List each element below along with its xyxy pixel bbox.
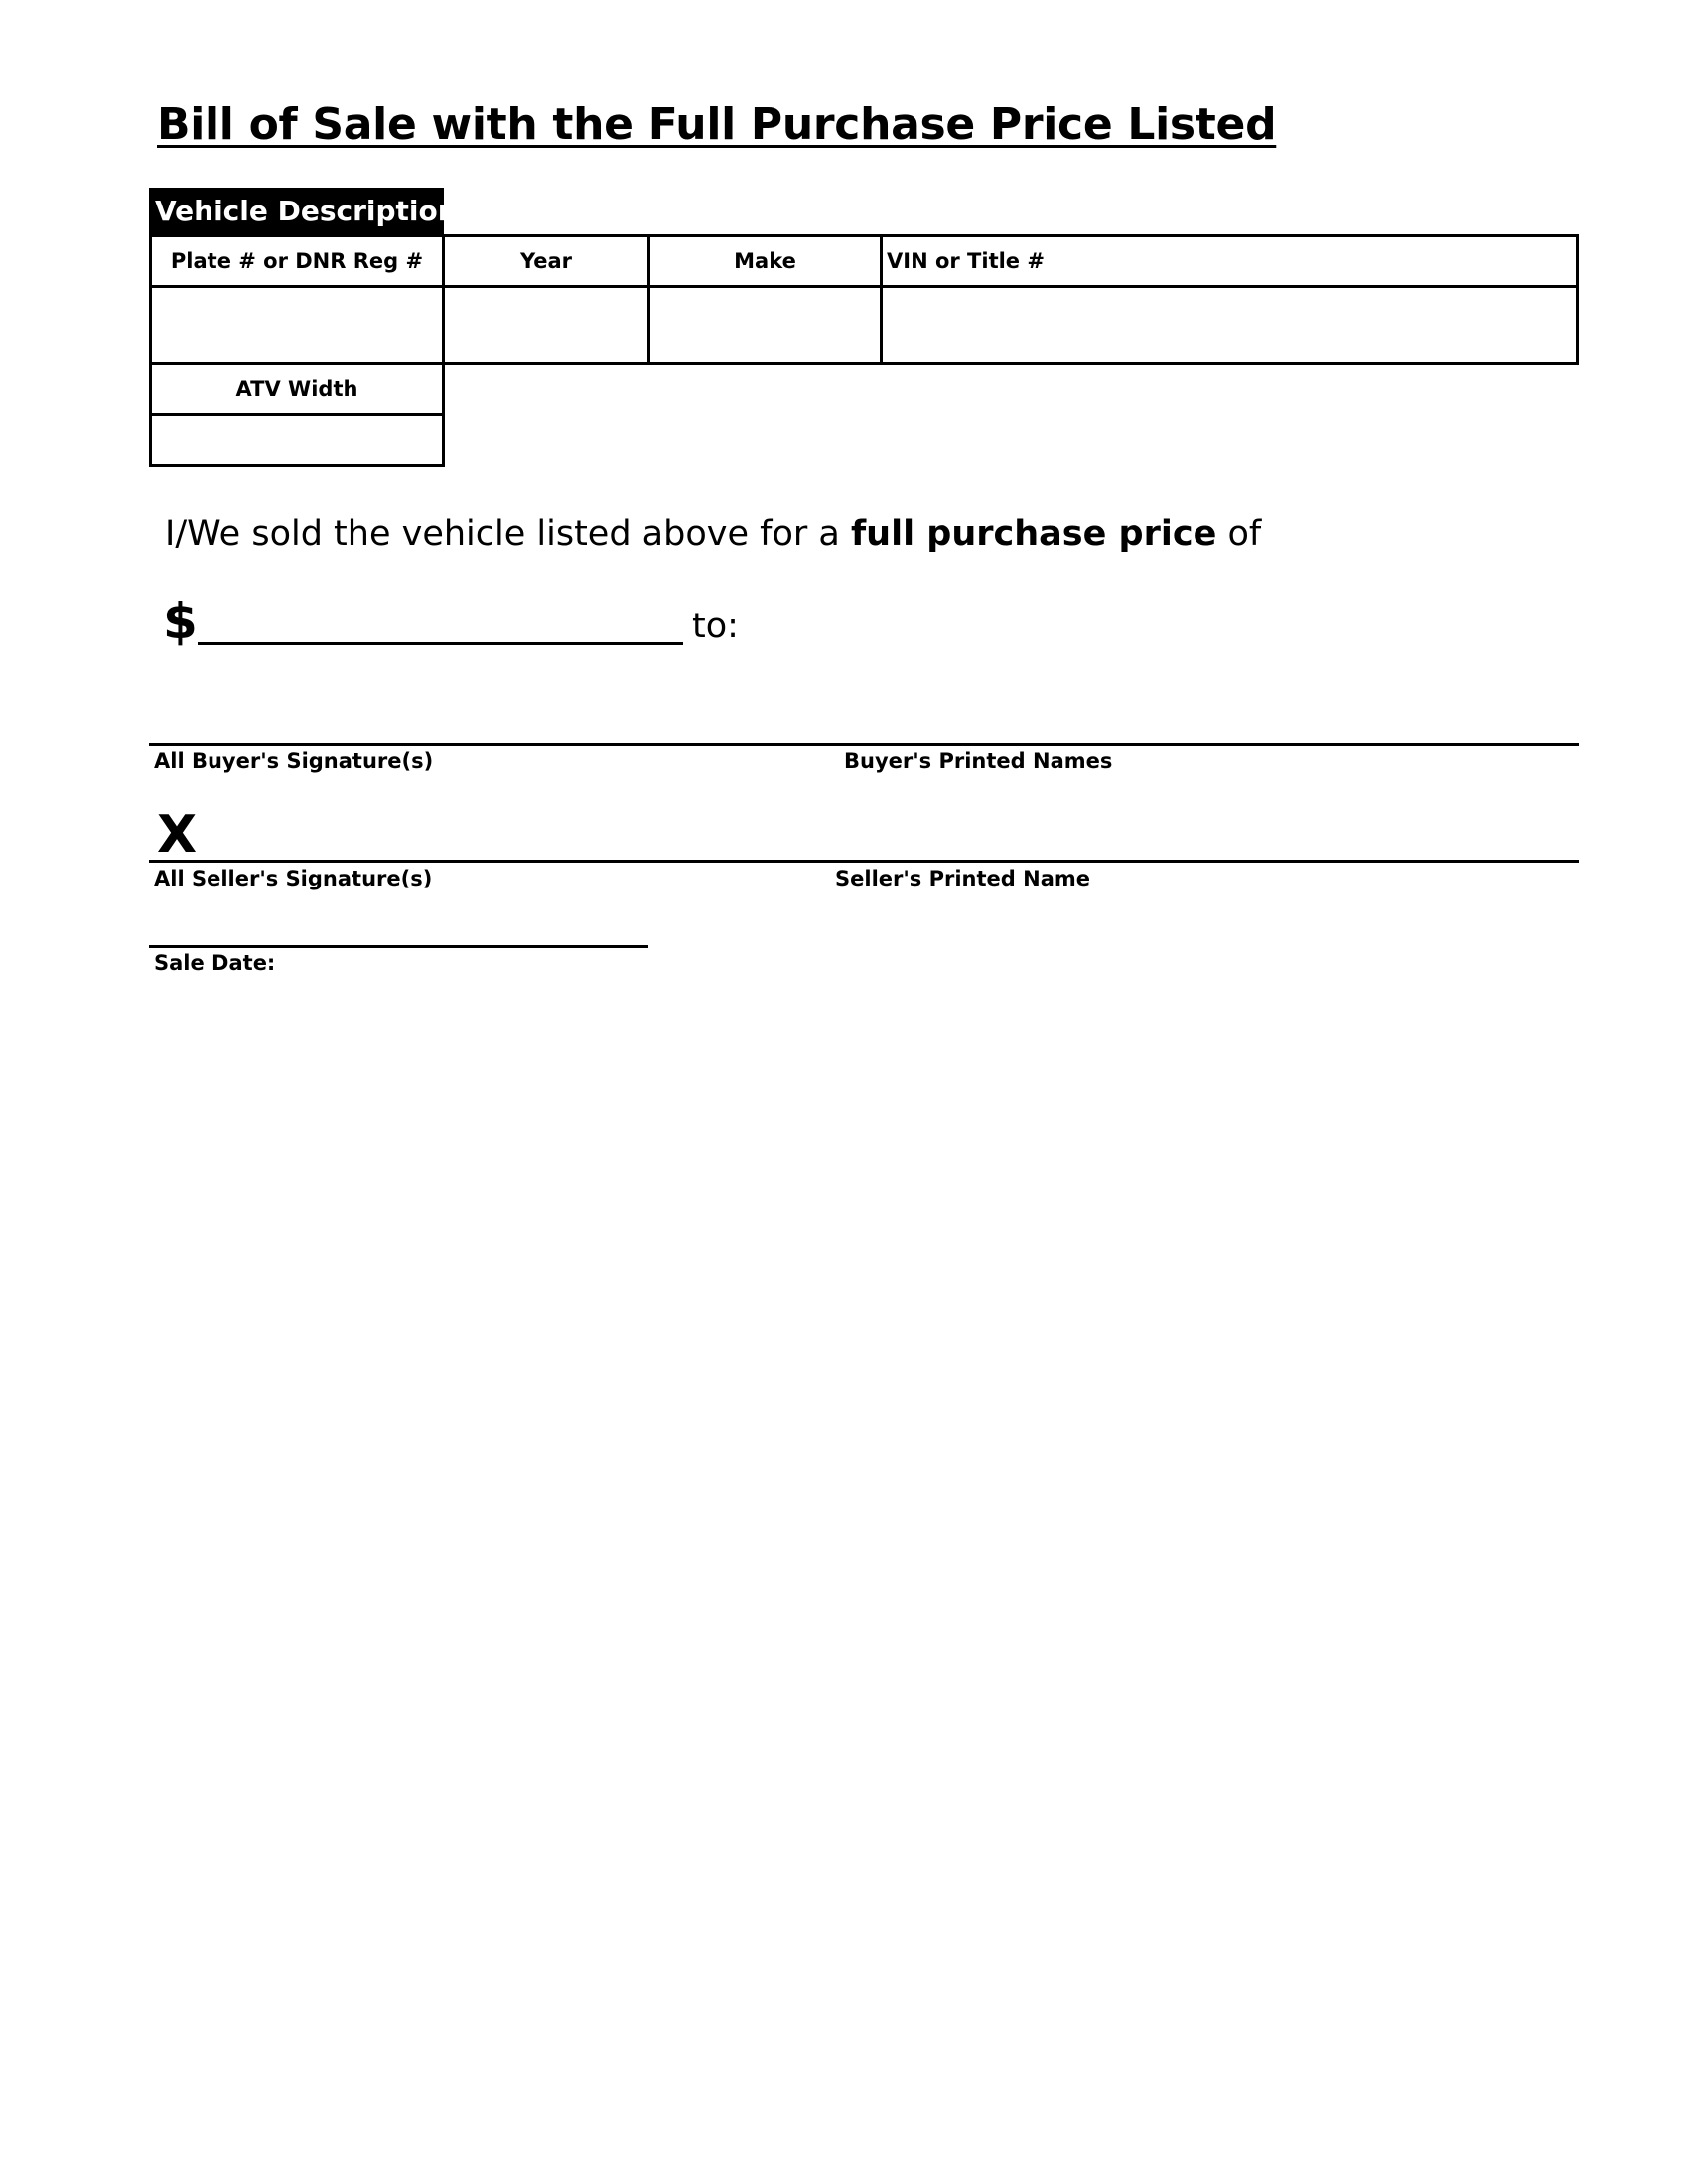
column-header-vin-label: VIN or Title # [887,249,1045,273]
sale-statement-prefix: I/We sold the vehicle listed above for a [165,514,851,554]
to-label: to: [692,607,739,646]
dollar-sign: $ [163,593,198,650]
column-header-year-label: Year [519,249,573,273]
sale-statement-emphasis: full purchase price [850,514,1217,554]
page-title: Bill of Sale with the Full Purchase Price Listed [157,99,1277,150]
seller-signature-line[interactable] [149,860,1579,863]
vin-entry-field[interactable] [880,285,1579,365]
plate-entry-field[interactable] [149,285,445,365]
column-header-plate-label: Plate # or DNR Reg # [170,249,424,273]
atv-width-entry-field[interactable] [149,413,445,467]
atv-width-label: ATV Width [235,377,358,401]
column-header-plate [149,234,445,288]
seller-signature-label: All Seller's Signature(s) [154,867,433,890]
make-entry-field[interactable] [647,285,883,365]
buyer-signature-label: All Buyer's Signature(s) [154,750,434,773]
vehicle-description-header: Vehicle Description: [149,188,444,234]
column-header-year [442,234,650,288]
sale-date-line[interactable] [149,945,648,948]
seller-printed-name-label: Seller's Printed Name [835,867,1090,890]
buyer-printed-name-label: Buyer's Printed Names [844,750,1113,773]
atv-width-header [149,362,445,416]
column-header-make [647,234,883,288]
buyer-signature-line[interactable] [149,743,1579,746]
column-header-make-label: Make [734,249,796,273]
year-entry-field[interactable] [442,285,650,365]
purchase-price-field[interactable] [198,642,683,645]
sale-statement-suffix: of [1216,514,1262,554]
sale-date-label: Sale Date: [154,951,276,975]
seller-signature-mark: X [157,805,198,865]
sale-statement [165,514,1261,554]
column-header-vin [880,234,1579,288]
